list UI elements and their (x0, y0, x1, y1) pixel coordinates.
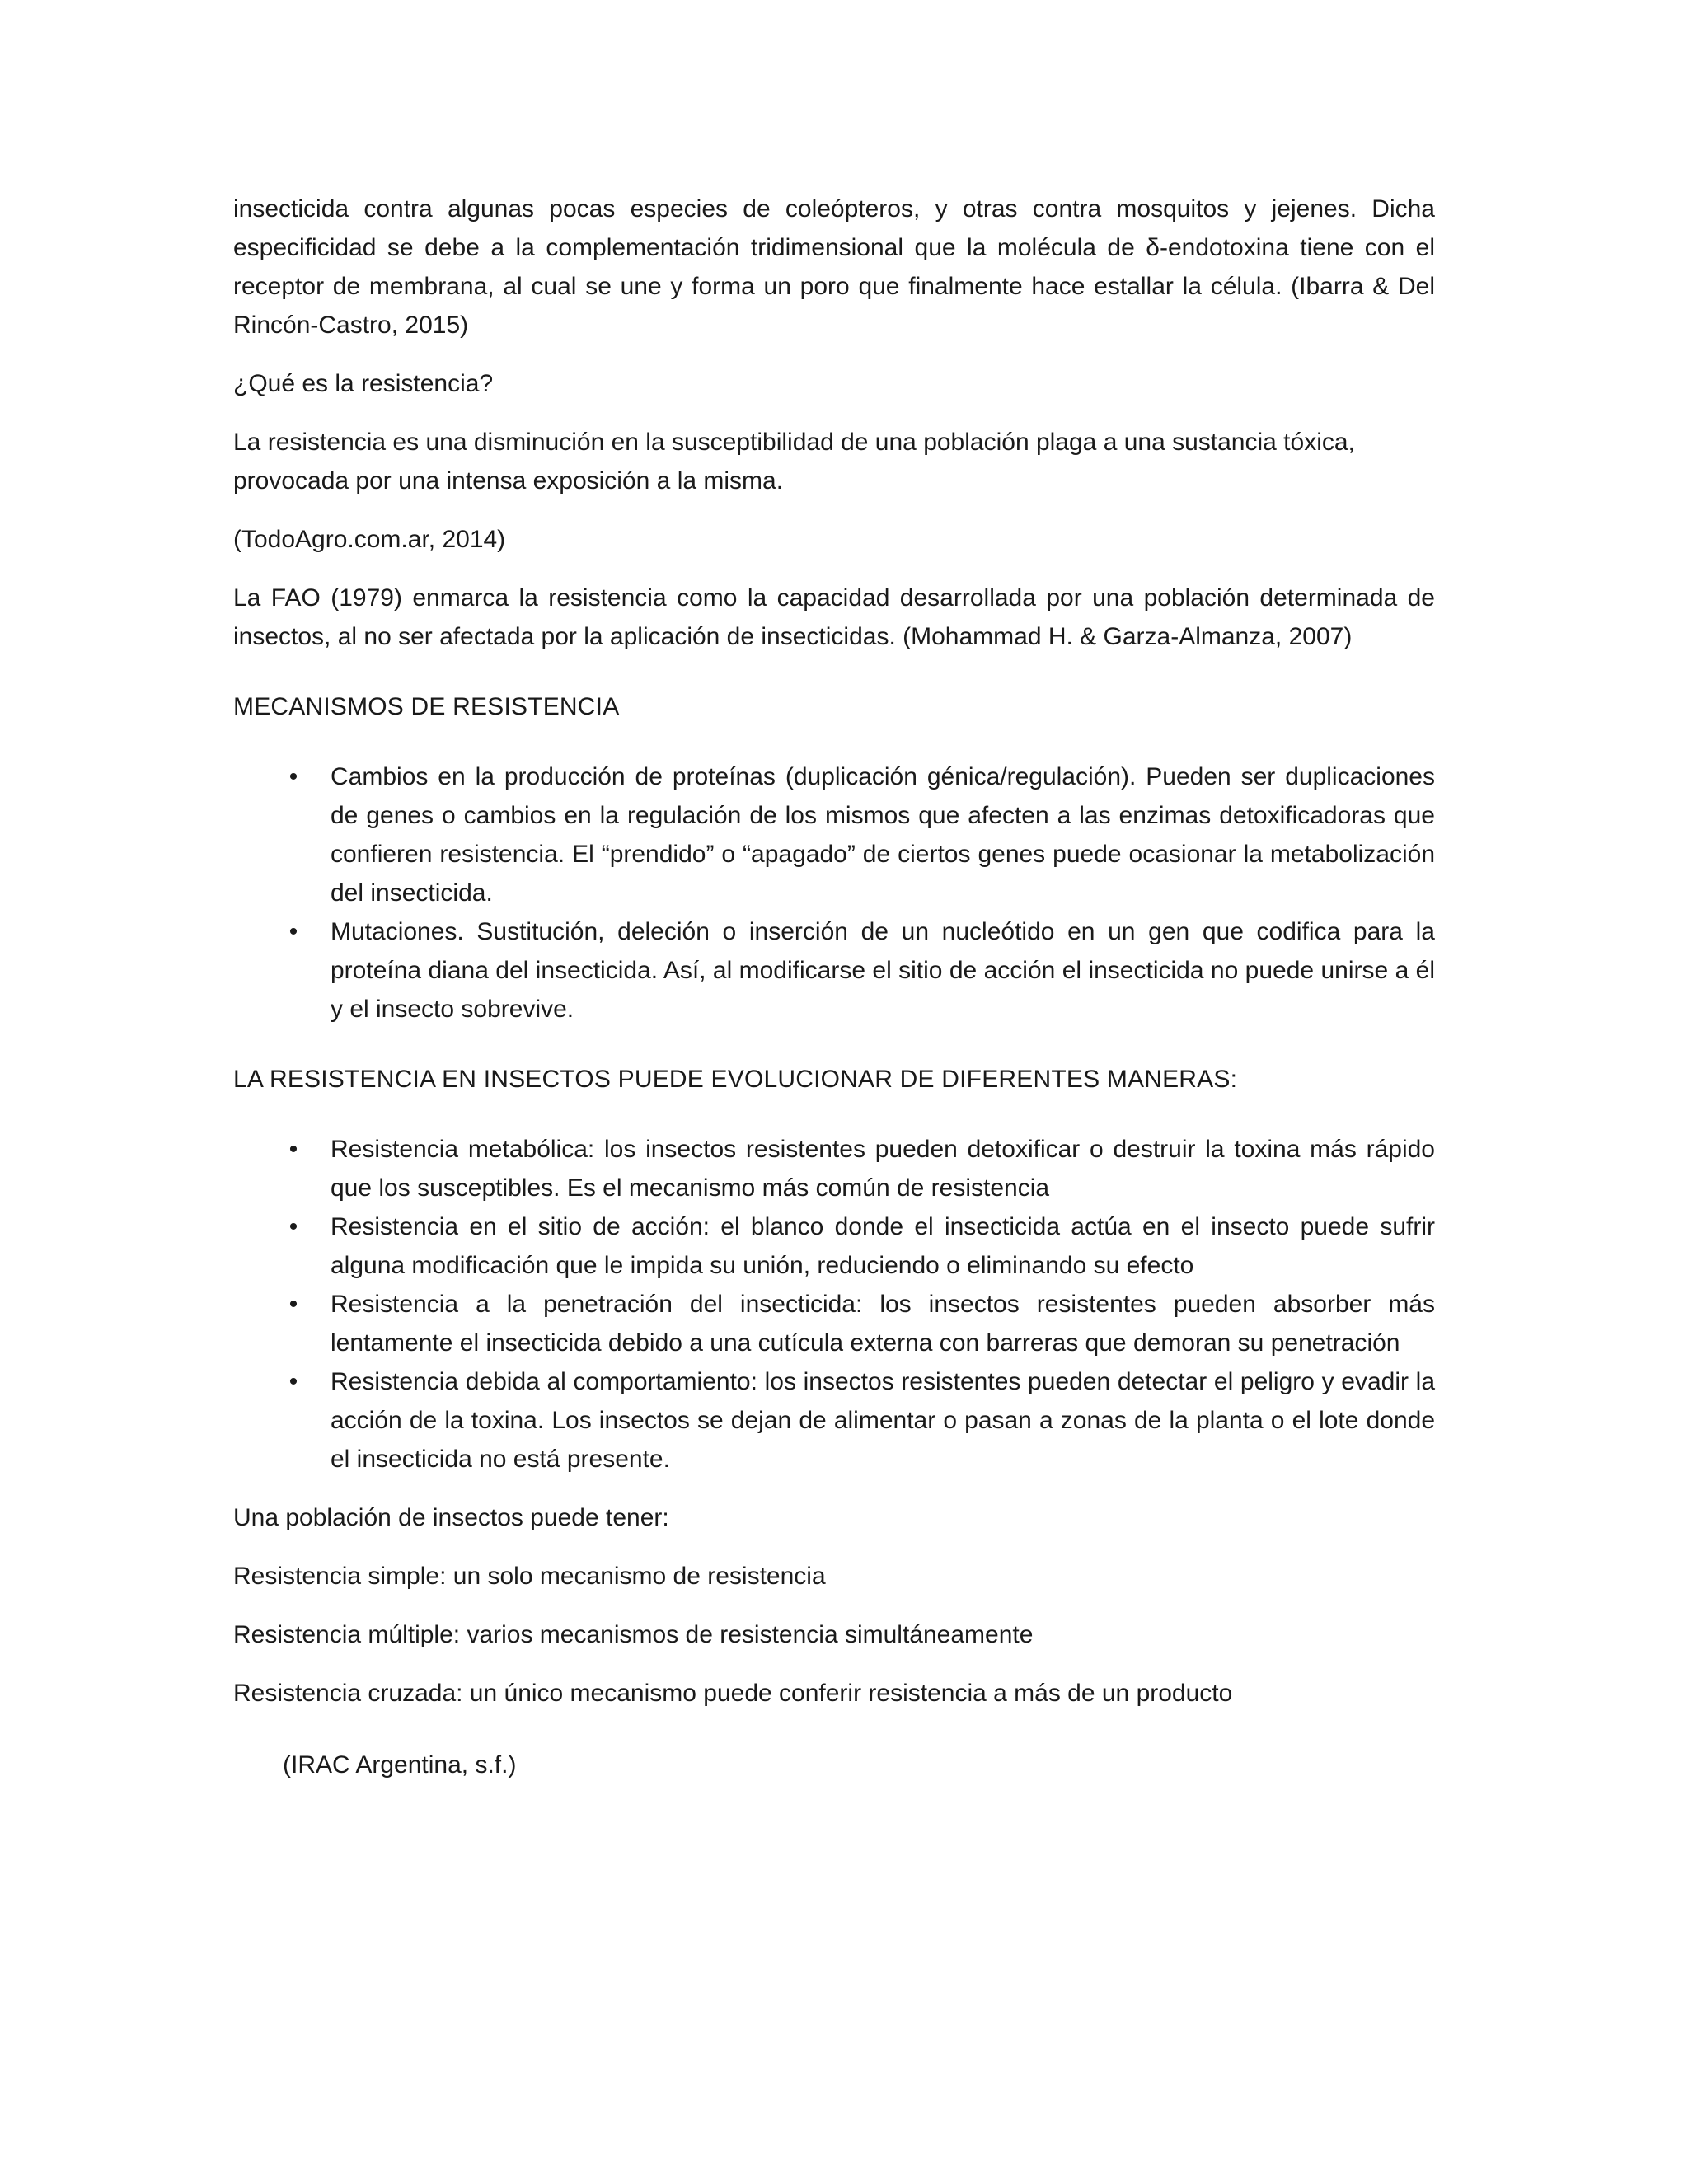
paragraph-fao-definition: La FAO (1979) enmarca la resistencia como la capacidad desarrollada por una población determinada de insectos, al no ser afectada por la aplicación de insecticidas. (Mohammad H. & Garza-Almanza, 2007) (233, 584, 1435, 650)
section-heading-evolution: LA RESISTENCIA EN INSECTOS PUEDE EVOLUCIONAR DE DIFERENTES MANERAS: (233, 1066, 1238, 1093)
bullet-icon: • (288, 763, 298, 790)
document-body (233, 190, 1435, 1804)
mechanisms-list (233, 757, 1435, 1029)
list-item-text: Cambios en la producción de proteínas (duplicación génica/regulación). Pueden ser duplicaciones de genes o cambios en la regulación de los mismos que afecten a las enzimas detoxificadoras que confieren resistencia. El “prendido” o “apagado” de ciertos genes puede ocasionar la metabolización del insecticida. (331, 763, 1435, 907)
list-item (233, 1207, 1435, 1285)
list-item (233, 1362, 1435, 1479)
paragraph-bt-specificity: insecticida contra algunas pocas especies de coleópteros, y otras contra mosquitos y jejenes. Dicha especificidad se debe a la complementación tridimensional que la molécula de δ-endotoxina tiene con el receptor de membrana, al cual se une y forma un poro que finalmente hace estallar la célula. (Ibarra & Del Rincón-Castro, 2015) (233, 195, 1435, 339)
list-item (233, 1130, 1435, 1207)
citation-todoagro: (TodoAgro.com.ar, 2014) (233, 526, 506, 553)
paragraph-multiple-resistance: Resistencia múltiple: varios mecanismos de resistencia simultáneamente (233, 1621, 1034, 1648)
paragraph-simple-resistance: Resistencia simple: un solo mecanismo de resistencia (233, 1563, 826, 1590)
list-item (233, 757, 1435, 912)
bullet-icon: • (288, 1136, 298, 1163)
list-item-text: Resistencia a la penetración del insecticida: los insectos resistentes pueden absorber más lentamente el insecticida debido a una cutícula externa con barreras que demoran su penetración (331, 1291, 1435, 1357)
bullet-icon: • (288, 1213, 298, 1240)
section-heading-mechanisms: MECANISMOS DE RESISTENCIA (233, 693, 620, 720)
list-item-text: Resistencia metabólica: los insectos resistentes pueden detoxificar o destruir la toxina más rápido que los susceptibles. Es el mecanismo más común de resistencia (331, 1136, 1435, 1202)
list-item (233, 912, 1435, 1029)
paragraph-resistance-definition: La resistencia es una disminución en la susceptibilidad de una población plaga a una sustancia tóxica, provocada por una intensa exposición a la misma. (233, 429, 1355, 494)
bullet-icon: • (288, 1291, 298, 1318)
question-heading: ¿Qué es la resistencia? (233, 370, 494, 397)
paragraph-population-intro: Una población de insectos puede tener: (233, 1504, 669, 1531)
evolution-list (233, 1130, 1435, 1479)
citation-irac: (IRAC Argentina, s.f.) (283, 1751, 517, 1779)
list-item-text: Resistencia en el sitio de acción: el blanco donde el insecticida actúa en el insecto puede sufrir alguna modificación que le impida su unión, reduciendo o eliminando su efecto (331, 1213, 1435, 1279)
bullet-icon: • (288, 1368, 298, 1395)
list-item-text: Mutaciones. Sustitución, deleción o inserción de un nucleótido en un gen que codifica para la proteína diana del insecticida. Así, al modificarse el sitio de acción el insecticida no puede unirse a él y el insecto sobrevive. (331, 918, 1435, 1023)
list-item-text: Resistencia debida al comportamiento: los insectos resistentes pueden detectar el peligro y evadir la acción de la toxina. Los insectos se dejan de alimentar o pasan a zonas de la planta o el lote donde el insecticida no está presente. (331, 1368, 1435, 1473)
paragraph-cross-resistance: Resistencia cruzada: un único mecanismo puede conferir resistencia a más de un producto (233, 1680, 1233, 1707)
bullet-icon: • (288, 918, 298, 945)
list-item (233, 1285, 1435, 1362)
